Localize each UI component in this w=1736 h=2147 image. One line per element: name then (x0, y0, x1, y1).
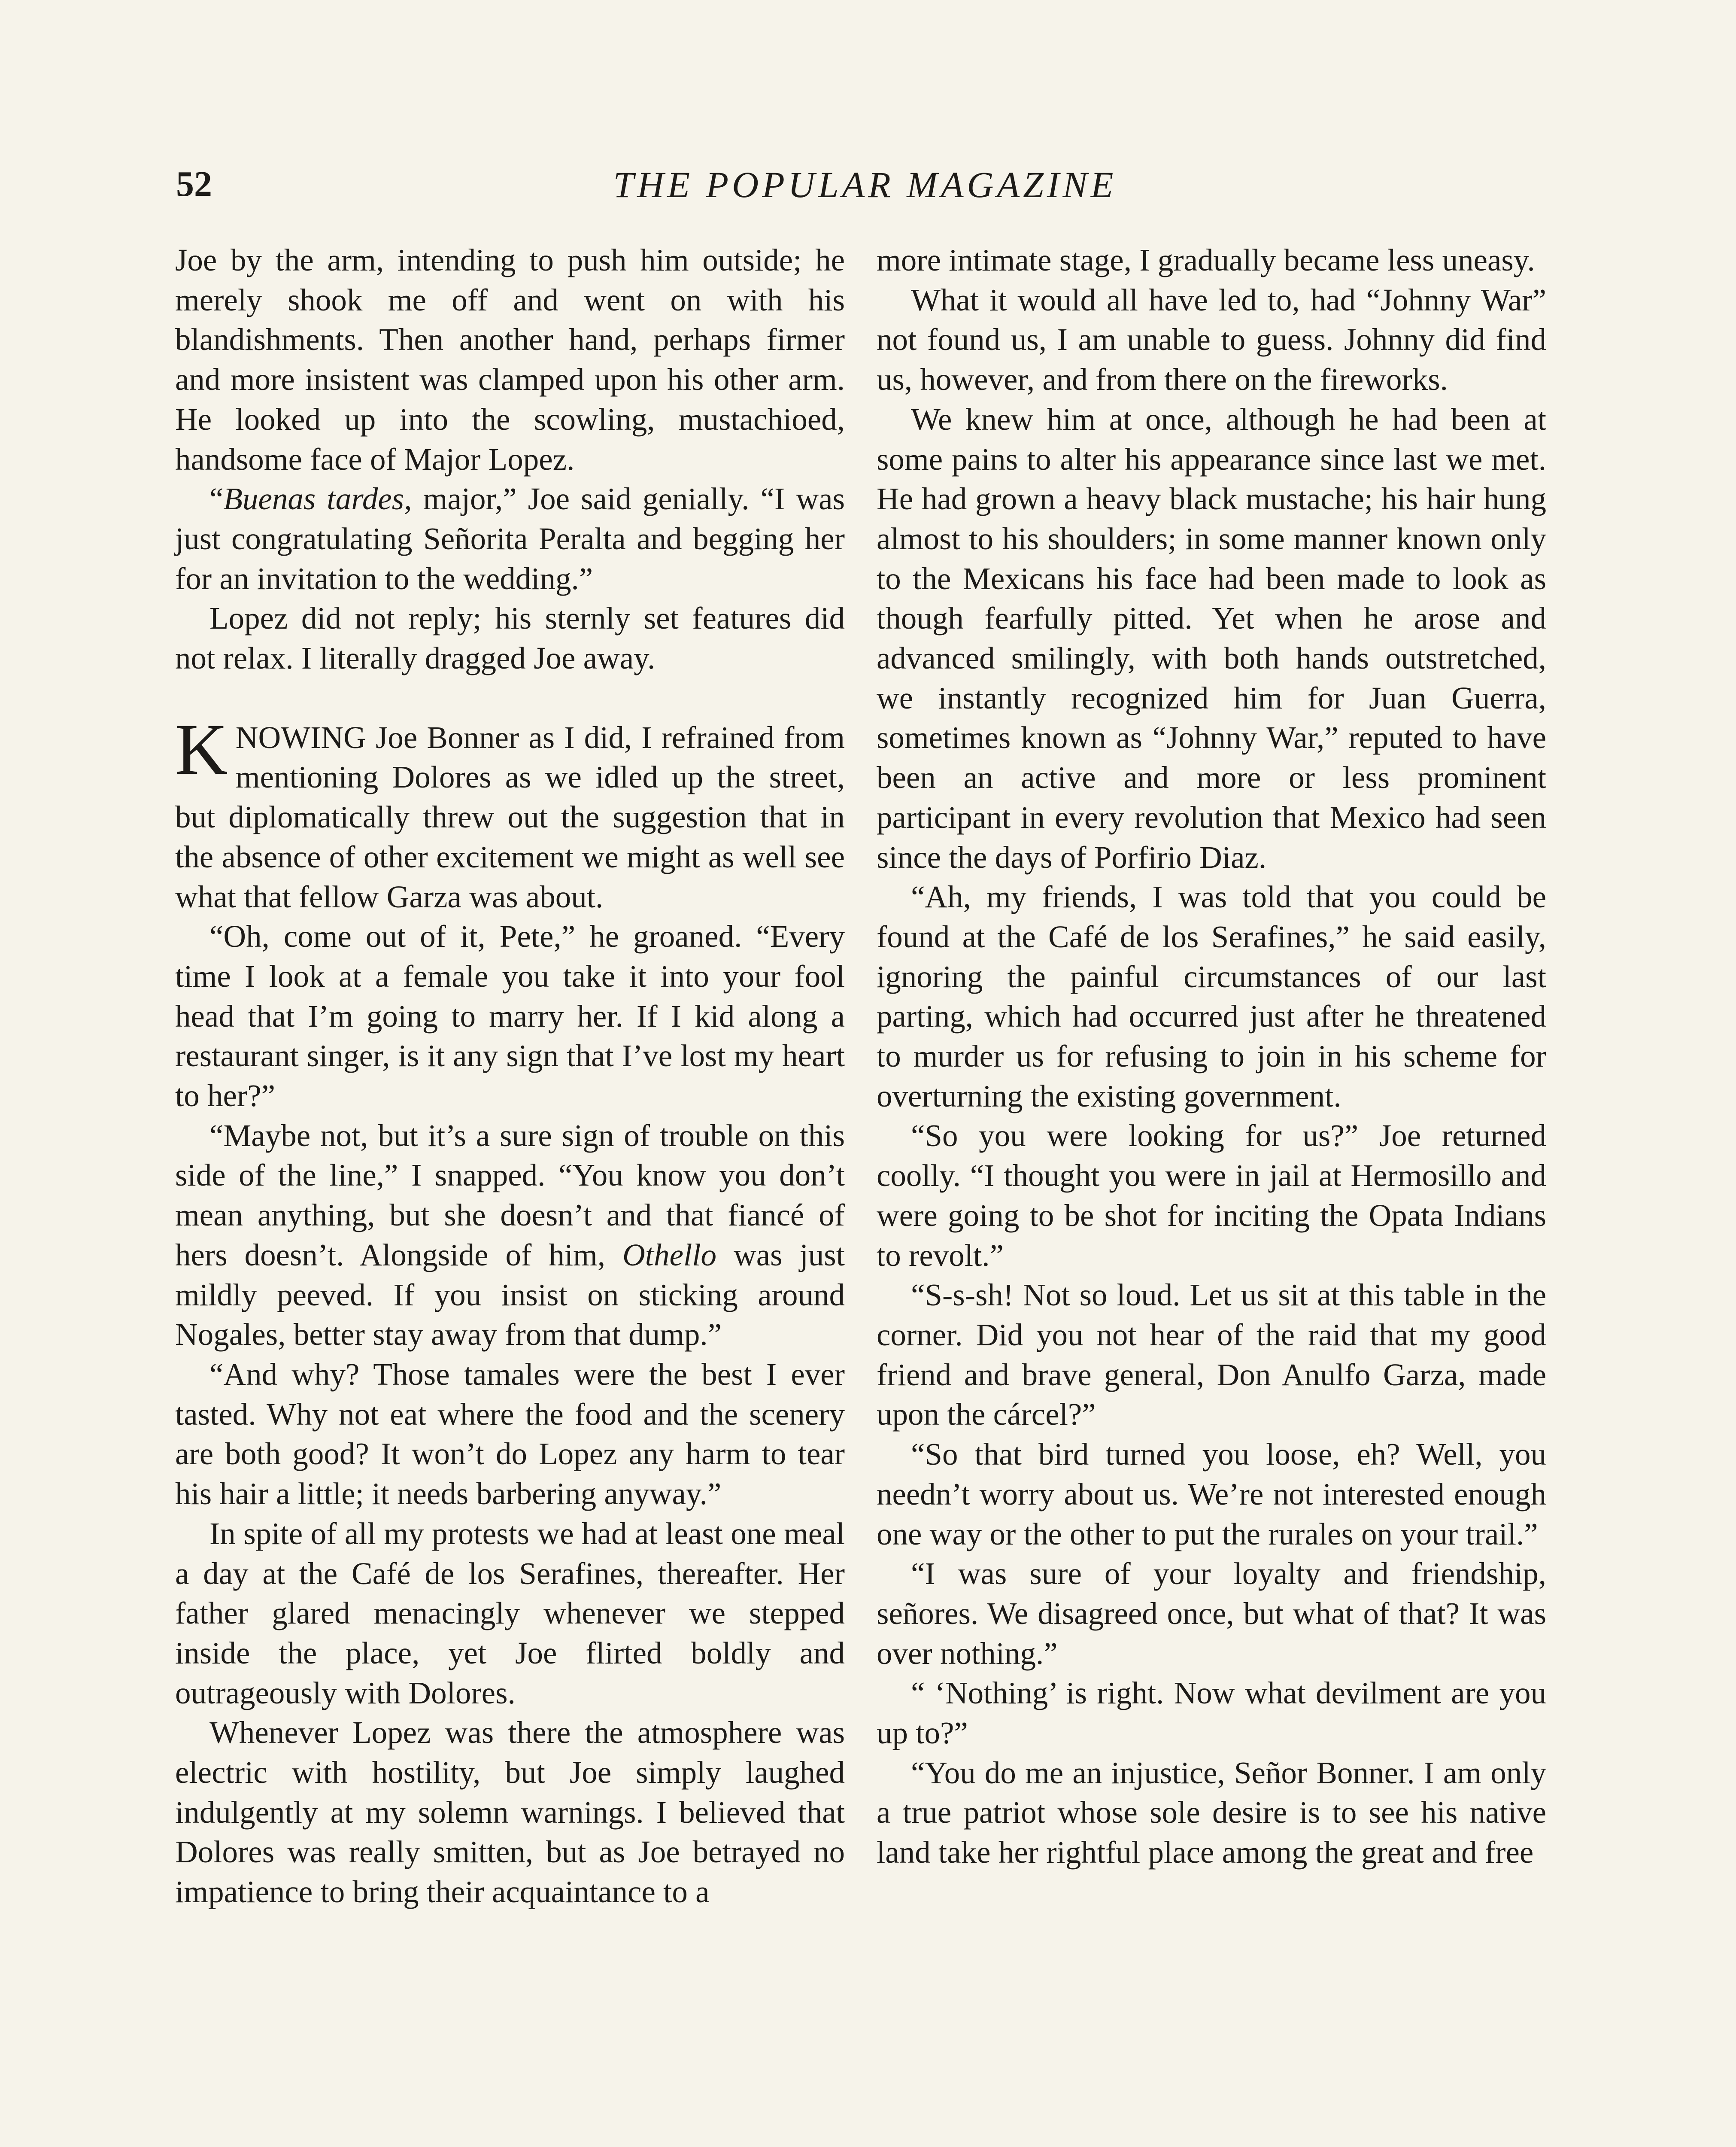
paragraph (175, 479, 845, 599)
page-number: 52 (176, 164, 212, 204)
paragraph: Joe by the arm, intending to push him outside; he merely shook me off and went on with his blandishments. Then another hand, perhaps firmer and more insistent was clamped upon his other arm. He looked up into the scowling, mustachioed, handsome face of Major Lopez. (175, 243, 845, 477)
paragraph: “So you were looking for us?” Joe returned coolly. “I thought you were in jail at Hermosillo and were going to be shot for inciting the Opata Indians to revolt.” (877, 1118, 1546, 1273)
paragraph: We knew him at once, although he had been at some pains to alter his appearance since last we met. He had grown a heavy black mustache; his hair hung almost to his shoulders; in some manner known only to the Mexicans his face had been made to look as though fearfully pitted. Yet when he arose and advanced smilingly, with both hands outstretched, we instantly recognized him for Juan Guerra, sometimes known as “Johnny War,” reputed to have been an active and more or less prominent participant in every revolution that Mexico had seen since the days of Porfirio Diaz. (877, 401, 1546, 875)
italic-phrase: Buenas tardes, (223, 481, 412, 517)
paragraph-text: “Maybe not, but it’s a sure sign of trouble on this side of the line,” I snapped. “You know you don’t mean anything, but she doesn’t and that fiancé of hers doesn’t. Alongside of him, (175, 1118, 845, 1272)
paragraph (175, 1116, 845, 1355)
italic-phrase: Othello (622, 1237, 717, 1272)
paragraph-text: was just mildly peeved. If you insist on sticking around Nogales, better stay away from that dump.” (175, 1237, 845, 1352)
paragraph: What it would all have led to, had “Johnny War” not found us, I am unable to guess. Johnny did find us, however, and from there on the fireworks. (877, 282, 1546, 397)
paragraph: Whenever Lopez was there the atmosphere was electric with hostility, but Joe simply laughed indulgently at my solemn warnings. I believed that Dolores was really smitten, but as Joe betrayed no impatience to bring their acquaintance to a (175, 1715, 845, 1910)
paragraph: “And why? Those tamales were the best I ever tasted. Why not eat where the food and the scenery are both good? It won’t do Lopez any harm to tear his hair a little; it needs barbering anyway.” (175, 1356, 845, 1511)
open-quote: “ (209, 481, 224, 517)
paragraph-text: major,” Joe said genially. “I was just congratulating Señorita Peralta and begging her for an invitation to the wedding.” (175, 481, 845, 596)
page-header (172, 163, 1558, 210)
section-opening-paragraph (175, 709, 845, 917)
paragraph: In spite of all my protests we had at least one meal a day at the Café de los Serafines, thereafter. Her father glared menacingly whenever we stepped inside the place, yet Joe flirted boldly and outrageously with Dolores. (175, 1516, 845, 1710)
paragraph: “I was sure of your loyalty and friendship, señores. We disagreed once, but what of that? It was over nothing.” (877, 1556, 1546, 1671)
paragraph: “Oh, come out of it, Pete,” he groaned. “Every time I look at a female you take it into your fool head that I’m going to marry her. If I kid along a restaurant singer, is it any sign that I’ve lost my heart to her?” (175, 919, 845, 1113)
paragraph: “Ah, my friends, I was told that you could be found at the Café de los Serafines,” he said easily, ignoring the painful circumstances of our last parting, which had occurred just after he threatened to murder us for refusing to join in his scheme for overturning the existing government. (877, 879, 1546, 1113)
paragraph: “You do me an injustice, Señor Bonner. I am only a true patriot whose sole desire is to see his native land take her rightful place among the great and free (877, 1755, 1546, 1870)
paragraph: “ ‘Nothing’ is right. Now what devilment are you up to?” (877, 1676, 1546, 1751)
running-title: THE POPULAR MAGAZINE (613, 164, 1117, 205)
left-column (175, 240, 845, 1912)
paragraph: more intimate stage, I gradually became less uneasy. (877, 243, 1535, 277)
drop-cap: K (175, 709, 228, 790)
paragraph: “So that bird turned you loose, eh? Well, you needn’t worry about us. We’re not interested enough one way or the other to put the rurales on your trail.” (877, 1437, 1546, 1551)
paragraph: “S-s-sh! Not so loud. Let us sit at this table in the corner. Did you not hear of the raid that my good friend and brave general, Don Anulfo Garza, made upon the cárcel?” (877, 1277, 1546, 1432)
paragraph-text: NOWING Joe Bonner as I did, I refrained from mentioning Dolores as we idled up the street, but diplomatically threw out the suggestion that in the absence of other excitement we might as well see what that fellow Garza was about. (175, 720, 845, 914)
paragraph: Lopez did not reply; his sternly set features did not relax. I literally dragged Joe away. (175, 601, 845, 676)
right-column (877, 240, 1546, 1873)
